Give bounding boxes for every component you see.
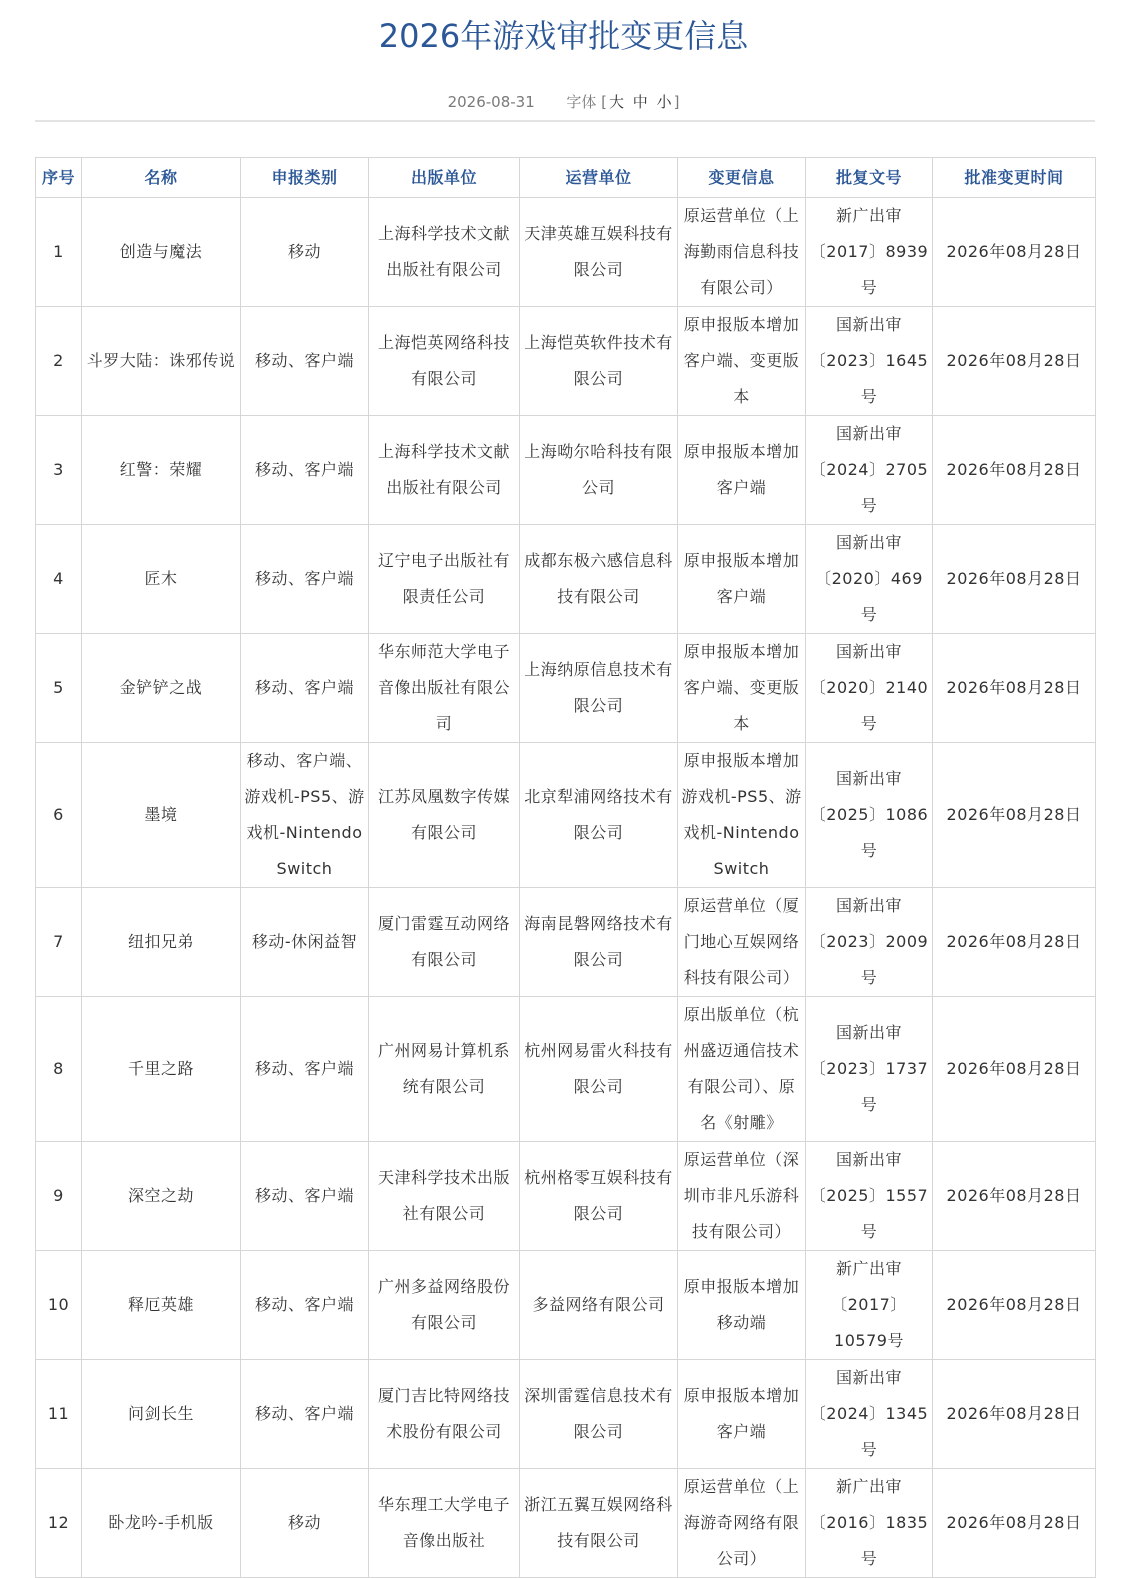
cell-operator: 上海呦尔哈科技有限公司 (520, 416, 678, 525)
cell-index: 12 (36, 1469, 82, 1578)
cell-category: 移动 (241, 1469, 369, 1578)
cell-index: 10 (36, 1251, 82, 1360)
cell-operator: 成都东极六感信息科技有限公司 (520, 525, 678, 634)
cell-publisher: 天津科学技术出版社有限公司 (369, 1142, 520, 1251)
cell-category: 移动 (241, 198, 369, 307)
table-row (36, 1251, 1096, 1360)
table-row (36, 1142, 1096, 1251)
cell-approval-number: 新广出审〔2017〕10579号 (806, 1251, 933, 1360)
cell-category: 移动、客户端 (241, 634, 369, 743)
table-row (36, 743, 1096, 888)
cell-operator: 天津英雄互娱科技有限公司 (520, 198, 678, 307)
cell-approval-date: 2026年08月28日 (933, 307, 1096, 416)
cell-approval-number: 新广出审〔2016〕1835号 (806, 1469, 933, 1578)
cell-category: 移动、客户端 (241, 1251, 369, 1360)
cell-name: 纽扣兄弟 (82, 888, 241, 997)
cell-name: 斗罗大陆：诛邪传说 (82, 307, 241, 416)
cell-change-info: 原出版单位（杭州盛迈通信技术有限公司）、原名《射雕》 (678, 997, 806, 1142)
cell-publisher: 华东理工大学电子音像出版社 (369, 1469, 520, 1578)
table-row (36, 525, 1096, 634)
cell-approval-number: 国新出审〔2024〕1345号 (806, 1360, 933, 1469)
cell-publisher: 广州网易计算机系统有限公司 (369, 997, 520, 1142)
font-size-large-link[interactable]: 大 (608, 93, 624, 111)
cell-name: 金铲铲之战 (82, 634, 241, 743)
cell-approval-number: 国新出审〔2023〕2009号 (806, 888, 933, 997)
cell-index: 2 (36, 307, 82, 416)
cell-operator: 上海恺英软件技术有限公司 (520, 307, 678, 416)
cell-index: 8 (36, 997, 82, 1142)
cell-publisher: 厦门吉比特网络技术股份有限公司 (369, 1360, 520, 1469)
cell-name: 创造与魔法 (82, 198, 241, 307)
header-operator: 运营单位 (520, 158, 678, 198)
cell-category: 移动-休闲益智 (241, 888, 369, 997)
cell-approval-date: 2026年08月28日 (933, 743, 1096, 888)
cell-approval-date: 2026年08月28日 (933, 1469, 1096, 1578)
cell-approval-number: 国新出审〔2025〕1086号 (806, 743, 933, 888)
cell-publisher: 辽宁电子出版社有限责任公司 (369, 525, 520, 634)
cell-operator: 上海纳原信息技术有限公司 (520, 634, 678, 743)
cell-approval-date: 2026年08月28日 (933, 1251, 1096, 1360)
cell-approval-number: 新广出审〔2017〕8939号 (806, 198, 933, 307)
cell-approval-date: 2026年08月28日 (933, 634, 1096, 743)
cell-change-info: 原运营单位（上海游奇网络有限公司） (678, 1469, 806, 1578)
cell-operator: 多益网络有限公司 (520, 1251, 678, 1360)
divider (35, 120, 1095, 122)
header-approval-date: 批准变更时间 (933, 158, 1096, 198)
cell-category: 移动、客户端 (241, 307, 369, 416)
bracket-open: [ (601, 93, 607, 111)
cell-category: 移动、客户端 (241, 1142, 369, 1251)
font-size-label: 字体 (566, 93, 597, 111)
cell-index: 3 (36, 416, 82, 525)
cell-approval-date: 2026年08月28日 (933, 997, 1096, 1142)
header-category: 申报类别 (241, 158, 369, 198)
cell-change-info: 原运营单位（上海勤雨信息科技有限公司） (678, 198, 806, 307)
cell-category: 移动、客户端、游戏机-PS5、游戏机-Nintendo Switch (241, 743, 369, 888)
cell-approval-date: 2026年08月28日 (933, 416, 1096, 525)
cell-approval-date: 2026年08月28日 (933, 888, 1096, 997)
cell-category: 移动、客户端 (241, 416, 369, 525)
header-index: 序号 (36, 158, 82, 198)
table-row (36, 997, 1096, 1142)
cell-name: 深空之劫 (82, 1142, 241, 1251)
cell-name: 红警：荣耀 (82, 416, 241, 525)
cell-index: 4 (36, 525, 82, 634)
meta-bar (0, 88, 1127, 116)
cell-category: 移动、客户端 (241, 1360, 369, 1469)
cell-name: 释厄英雄 (82, 1251, 241, 1360)
cell-index: 6 (36, 743, 82, 888)
cell-change-info: 原申报版本增加游戏机-PS5、游戏机-Nintendo Switch (678, 743, 806, 888)
cell-category: 移动、客户端 (241, 997, 369, 1142)
table-row (36, 1360, 1096, 1469)
cell-change-info: 原申报版本增加客户端 (678, 525, 806, 634)
cell-change-info: 原申报版本增加客户端、变更版本 (678, 307, 806, 416)
cell-change-info: 原申报版本增加移动端 (678, 1251, 806, 1360)
cell-name: 卧龙吟-手机版 (82, 1469, 241, 1578)
cell-approval-date: 2026年08月28日 (933, 525, 1096, 634)
cell-index: 11 (36, 1360, 82, 1469)
cell-publisher: 上海恺英网络科技有限公司 (369, 307, 520, 416)
cell-publisher: 华东师范大学电子音像出版社有限公司 (369, 634, 520, 743)
cell-approval-number: 国新出审〔2023〕1737号 (806, 997, 933, 1142)
cell-approval-number: 国新出审〔2025〕1557号 (806, 1142, 933, 1251)
publish-date: 2026-08-31 (447, 93, 535, 111)
cell-name: 千里之路 (82, 997, 241, 1142)
cell-publisher: 广州多益网络股份有限公司 (369, 1251, 520, 1360)
cell-approval-date: 2026年08月28日 (933, 198, 1096, 307)
approval-table (35, 157, 1096, 1578)
header-approval-number: 批复文号 (806, 158, 933, 198)
approval-table-container (35, 157, 1095, 1578)
cell-operator: 杭州格零互娱科技有限公司 (520, 1142, 678, 1251)
cell-index: 9 (36, 1142, 82, 1251)
header-change-info: 变更信息 (678, 158, 806, 198)
cell-name: 匠木 (82, 525, 241, 634)
cell-publisher: 上海科学技术文献出版社有限公司 (369, 198, 520, 307)
table-row (36, 198, 1096, 307)
cell-change-info: 原申报版本增加客户端 (678, 416, 806, 525)
cell-publisher: 江苏凤凰数字传媒有限公司 (369, 743, 520, 888)
table-row (36, 416, 1096, 525)
table-header-row (36, 158, 1096, 198)
cell-name: 问剑长生 (82, 1360, 241, 1469)
table-row (36, 888, 1096, 997)
cell-change-info: 原运营单位（厦门地心互娱网络科技有限公司） (678, 888, 806, 997)
cell-publisher: 上海科学技术文献出版社有限公司 (369, 416, 520, 525)
cell-operator: 海南昆磐网络技术有限公司 (520, 888, 678, 997)
cell-operator: 杭州网易雷火科技有限公司 (520, 997, 678, 1142)
header-name: 名称 (82, 158, 241, 198)
cell-index: 7 (36, 888, 82, 997)
font-size-medium-link[interactable]: 中 (632, 93, 648, 111)
cell-approval-number: 国新出审〔2023〕1645号 (806, 307, 933, 416)
bracket-close: ] (673, 93, 680, 111)
cell-name: 墨境 (82, 743, 241, 888)
cell-operator: 浙江五翼互娱网络科技有限公司 (520, 1469, 678, 1578)
page-title: 2026年游戏审批变更信息 (378, 17, 749, 55)
cell-publisher: 厦门雷霆互动网络有限公司 (369, 888, 520, 997)
cell-approval-number: 国新出审〔2020〕469号 (806, 525, 933, 634)
font-size-small-link[interactable]: 小 (656, 93, 672, 111)
cell-approval-date: 2026年08月28日 (933, 1142, 1096, 1251)
header-publisher: 出版单位 (369, 158, 520, 198)
cell-index: 5 (36, 634, 82, 743)
cell-approval-number: 国新出审〔2020〕2140号 (806, 634, 933, 743)
cell-change-info: 原申报版本增加客户端、变更版本 (678, 634, 806, 743)
cell-approval-number: 国新出审〔2024〕2705号 (806, 416, 933, 525)
cell-operator: 北京犁浦网络技术有限公司 (520, 743, 678, 888)
cell-change-info: 原运营单位（深圳市非凡乐游科技有限公司） (678, 1142, 806, 1251)
table-row (36, 1469, 1096, 1578)
table-row (36, 634, 1096, 743)
cell-change-info: 原申报版本增加客户端 (678, 1360, 806, 1469)
cell-index: 1 (36, 198, 82, 307)
cell-approval-date: 2026年08月28日 (933, 1360, 1096, 1469)
table-row (36, 307, 1096, 416)
cell-category: 移动、客户端 (241, 525, 369, 634)
cell-operator: 深圳雷霆信息技术有限公司 (520, 1360, 678, 1469)
